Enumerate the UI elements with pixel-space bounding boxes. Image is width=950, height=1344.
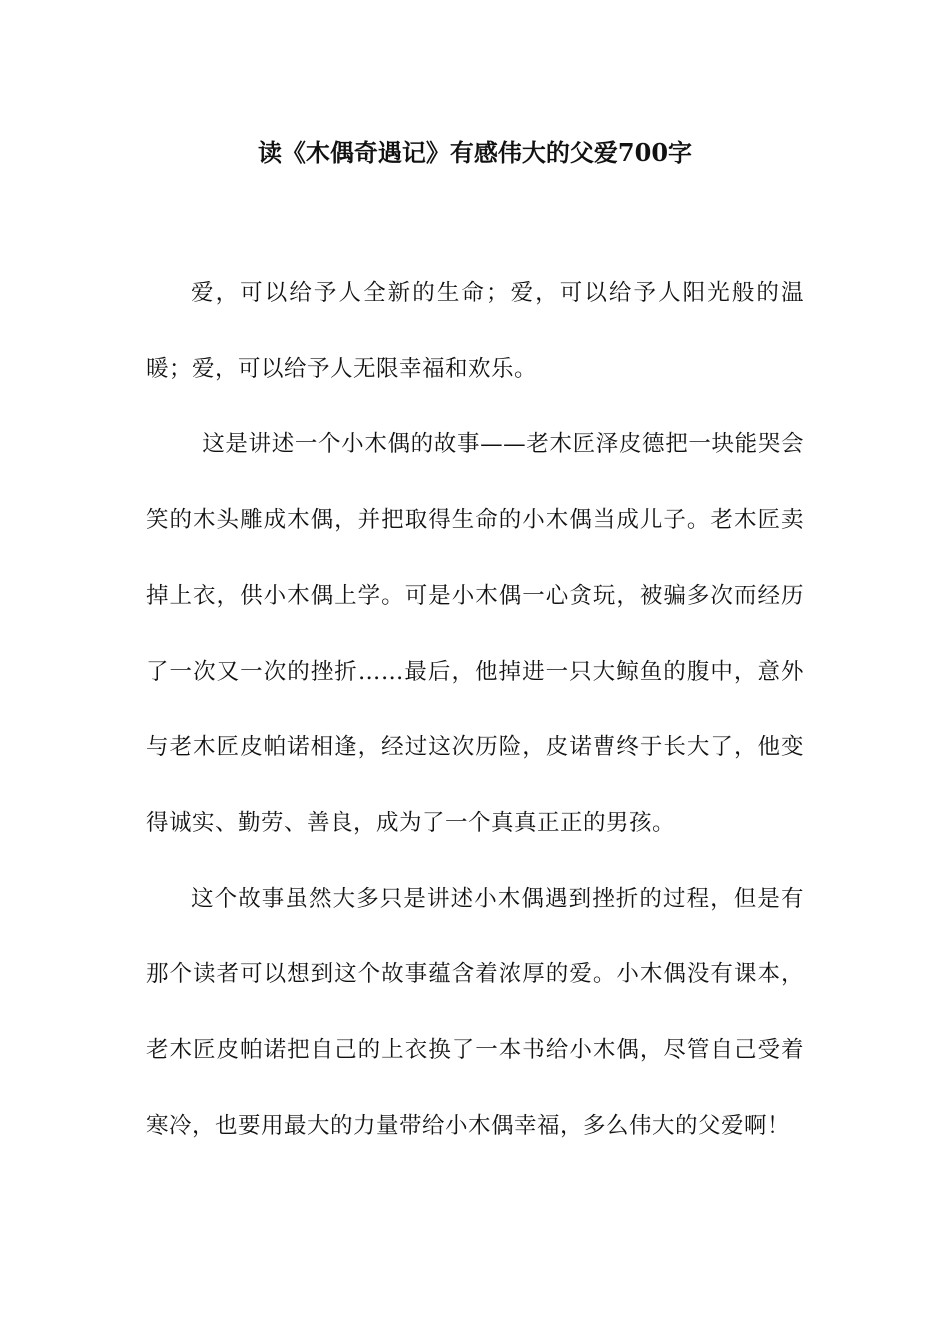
document-body [146, 256, 804, 1164]
paragraph-2: 这是讲述一个小木偶的故事——老木匠泽皮德把一块能哭会笑的木头雕成木偶，并把取得生命的小木偶当成儿子。老木匠卖掉上衣，供小木偶上学。可是小木偶一心贪玩，被骗多次而经历了一次又一次的挫折……最后，他掉进一只大鲸鱼的腹中，意外与老木匠皮帕诺相逢，经过这次历险，皮诺曹终于长大了，他变得诚实、勤劳、善良，成为了一个真真正正的男孩。 [146, 431, 804, 836]
paragraph-3: 这个故事虽然大多只是讲述小木偶遇到挫折的过程，但是有那个读者可以想到这个故事蕴含着浓厚的爱。小木偶没有课本，老木匠皮帕诺把自己的上衣换了一本书给小木偶，尽管自己受着寒冷，也要用最大的力量带给小木偶幸福，多么伟大的父爱啊！ [146, 885, 804, 1139]
paragraph-1: 爱，可以给予人全新的生命；爱，可以给予人阳光般的温暖；爱，可以给予人无限幸福和欢乐。 [146, 280, 804, 382]
document-title: 读《木偶奇遇记》有感伟大的父爱700字 [257, 138, 693, 167]
